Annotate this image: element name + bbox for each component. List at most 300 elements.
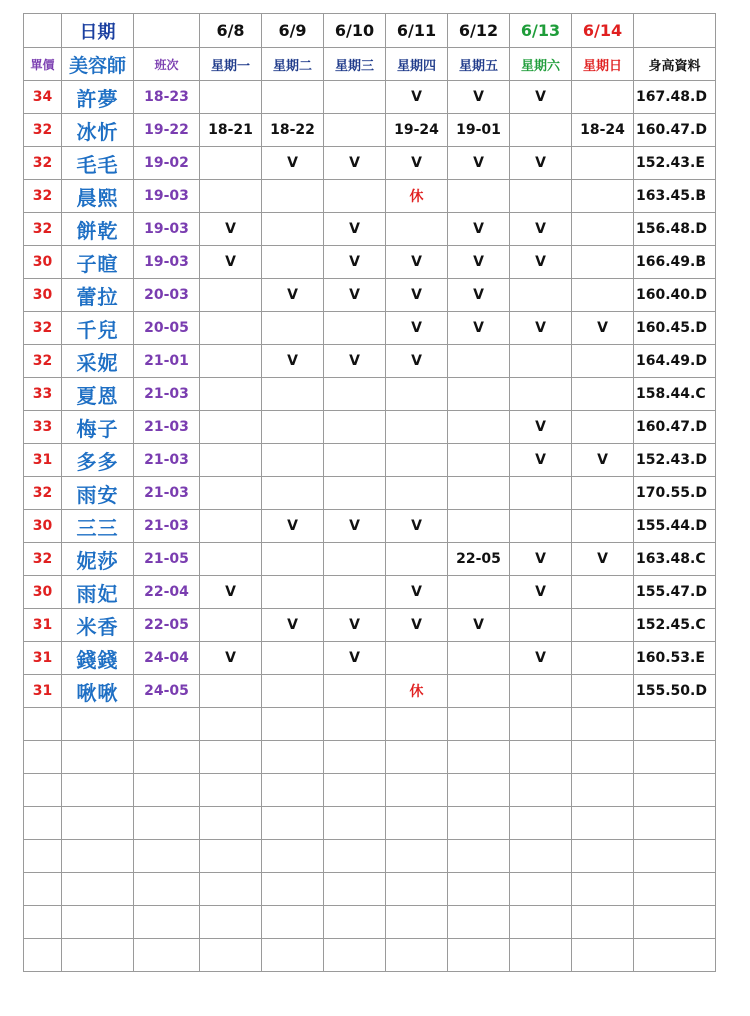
day-cell	[386, 411, 448, 444]
day-cell	[448, 510, 510, 543]
day-cell: 18-24	[572, 114, 634, 147]
day-cell	[324, 81, 386, 114]
shift-cell: 22-05	[134, 609, 200, 642]
price-cell: 32	[24, 345, 62, 378]
weekday-wed: 星期三	[324, 48, 386, 81]
price-cell: 32	[24, 543, 62, 576]
empty-cell	[572, 807, 634, 840]
shift-header: 班次	[134, 48, 200, 81]
price-cell: 31	[24, 609, 62, 642]
empty-cell	[572, 840, 634, 873]
day-cell: V	[510, 246, 572, 279]
empty-cell	[200, 906, 262, 939]
empty-cell	[634, 774, 716, 807]
stylist-name-cell: 餅乾	[62, 213, 134, 246]
day-cell	[200, 411, 262, 444]
empty-cell	[24, 741, 62, 774]
table-row	[24, 543, 716, 576]
shift-cell: 19-02	[134, 147, 200, 180]
day-cell	[200, 477, 262, 510]
empty-cell	[510, 939, 572, 972]
shift-cell: 19-03	[134, 213, 200, 246]
empty-cell	[448, 873, 510, 906]
blank-header-cell	[134, 14, 200, 48]
height-cell: 163.48.C	[634, 543, 716, 576]
day-cell: V	[510, 213, 572, 246]
day-cell: V	[262, 345, 324, 378]
empty-cell	[134, 741, 200, 774]
date-fri: 6/12	[448, 14, 510, 48]
day-cell: V	[200, 576, 262, 609]
day-cell	[200, 81, 262, 114]
day-cell: V	[386, 609, 448, 642]
day-cell	[572, 378, 634, 411]
empty-cell	[324, 939, 386, 972]
table-row	[24, 477, 716, 510]
empty-cell	[24, 807, 62, 840]
date-sat: 6/13	[510, 14, 572, 48]
empty-cell	[134, 708, 200, 741]
day-cell	[262, 543, 324, 576]
day-cell	[572, 81, 634, 114]
shift-cell: 24-04	[134, 642, 200, 675]
day-cell	[200, 543, 262, 576]
height-cell: 160.47.D	[634, 411, 716, 444]
height-cell: 160.47.D	[634, 114, 716, 147]
price-cell: 34	[24, 81, 62, 114]
day-cell: V	[386, 279, 448, 312]
day-cell	[572, 477, 634, 510]
day-cell	[510, 609, 572, 642]
weekday-fri: 星期五	[448, 48, 510, 81]
empty-cell	[262, 708, 324, 741]
day-cell: V	[572, 312, 634, 345]
day-cell	[386, 642, 448, 675]
empty-cell	[510, 807, 572, 840]
day-cell: V	[324, 345, 386, 378]
day-cell: V	[324, 213, 386, 246]
empty-cell	[324, 906, 386, 939]
weekday-thu: 星期四	[386, 48, 448, 81]
day-cell	[448, 411, 510, 444]
day-cell: 19-01	[448, 114, 510, 147]
empty-row	[24, 741, 716, 774]
day-cell	[572, 147, 634, 180]
weekday-sun: 星期日	[572, 48, 634, 81]
empty-cell	[24, 906, 62, 939]
empty-cell	[386, 873, 448, 906]
empty-cell	[262, 873, 324, 906]
day-cell	[200, 279, 262, 312]
table-row	[24, 81, 716, 114]
date-sun: 6/14	[572, 14, 634, 48]
height-cell: 155.47.D	[634, 576, 716, 609]
empty-cell	[448, 807, 510, 840]
empty-cell	[324, 774, 386, 807]
empty-row	[24, 873, 716, 906]
height-cell: 160.45.D	[634, 312, 716, 345]
day-cell: V	[386, 246, 448, 279]
height-cell: 155.50.D	[634, 675, 716, 708]
empty-row	[24, 708, 716, 741]
day-cell	[262, 576, 324, 609]
shift-cell: 21-03	[134, 444, 200, 477]
day-cell	[572, 510, 634, 543]
day-cell	[262, 642, 324, 675]
day-cell	[510, 510, 572, 543]
empty-cell	[24, 873, 62, 906]
height-cell: 158.44.C	[634, 378, 716, 411]
empty-cell	[24, 939, 62, 972]
shift-cell: 22-04	[134, 576, 200, 609]
price-cell: 31	[24, 642, 62, 675]
table-row	[24, 510, 716, 543]
empty-cell	[134, 840, 200, 873]
empty-cell	[262, 906, 324, 939]
empty-cell	[62, 873, 134, 906]
day-cell: V	[324, 642, 386, 675]
price-cell: 32	[24, 180, 62, 213]
stylist-name-cell: 梅子	[62, 411, 134, 444]
day-cell	[448, 477, 510, 510]
table-row	[24, 444, 716, 477]
empty-cell	[324, 741, 386, 774]
empty-cell	[324, 873, 386, 906]
shift-cell: 21-03	[134, 477, 200, 510]
empty-cell	[262, 939, 324, 972]
stylist-name-cell: 采妮	[62, 345, 134, 378]
day-cell	[262, 312, 324, 345]
day-cell	[262, 180, 324, 213]
day-cell	[572, 642, 634, 675]
table-row	[24, 180, 716, 213]
day-cell: 19-24	[386, 114, 448, 147]
height-cell: 152.43.E	[634, 147, 716, 180]
day-cell	[200, 345, 262, 378]
empty-cell	[510, 906, 572, 939]
day-cell: V	[324, 510, 386, 543]
date-label: 日期	[62, 14, 134, 48]
empty-cell	[386, 906, 448, 939]
schedule-table	[23, 13, 716, 972]
day-cell	[572, 411, 634, 444]
empty-cell	[200, 873, 262, 906]
day-cell	[572, 609, 634, 642]
empty-row	[24, 840, 716, 873]
empty-cell	[200, 807, 262, 840]
empty-cell	[634, 873, 716, 906]
day-cell: V	[510, 444, 572, 477]
price-cell: 32	[24, 114, 62, 147]
empty-cell	[448, 741, 510, 774]
empty-cell	[134, 774, 200, 807]
day-cell: V	[572, 543, 634, 576]
day-cell: 休	[386, 675, 448, 708]
shift-cell: 19-03	[134, 180, 200, 213]
empty-cell	[262, 741, 324, 774]
day-cell: 18-21	[200, 114, 262, 147]
empty-cell	[134, 906, 200, 939]
day-cell	[386, 378, 448, 411]
day-cell	[510, 114, 572, 147]
price-cell: 30	[24, 576, 62, 609]
price-cell: 32	[24, 312, 62, 345]
empty-cell	[386, 939, 448, 972]
shift-cell: 21-03	[134, 378, 200, 411]
height-cell: 160.40.D	[634, 279, 716, 312]
day-cell	[200, 180, 262, 213]
day-cell: V	[386, 81, 448, 114]
table-row	[24, 147, 716, 180]
empty-cell	[448, 906, 510, 939]
height-cell: 152.43.D	[634, 444, 716, 477]
empty-row	[24, 807, 716, 840]
day-cell	[572, 279, 634, 312]
stylist-name-cell: 許夢	[62, 81, 134, 114]
empty-cell	[62, 807, 134, 840]
shift-cell: 21-05	[134, 543, 200, 576]
day-cell	[510, 345, 572, 378]
day-cell	[572, 213, 634, 246]
shift-cell: 21-01	[134, 345, 200, 378]
day-cell	[262, 675, 324, 708]
day-cell	[200, 312, 262, 345]
day-cell	[324, 378, 386, 411]
shift-cell: 21-03	[134, 411, 200, 444]
table-row	[24, 411, 716, 444]
day-cell	[510, 378, 572, 411]
date-tue: 6/9	[262, 14, 324, 48]
price-cell: 32	[24, 147, 62, 180]
empty-cell	[386, 774, 448, 807]
height-cell: 155.44.D	[634, 510, 716, 543]
day-cell: V	[510, 312, 572, 345]
label-header-row	[24, 48, 716, 81]
date-mon: 6/8	[200, 14, 262, 48]
day-cell: 休	[386, 180, 448, 213]
height-cell: 170.55.D	[634, 477, 716, 510]
empty-cell	[572, 708, 634, 741]
day-cell	[324, 543, 386, 576]
blank-header-cell	[634, 14, 716, 48]
day-cell	[510, 180, 572, 213]
table-row	[24, 114, 716, 147]
day-cell	[262, 246, 324, 279]
day-cell: V	[448, 213, 510, 246]
empty-cell	[510, 774, 572, 807]
day-cell	[324, 444, 386, 477]
day-cell	[510, 279, 572, 312]
day-cell	[262, 477, 324, 510]
empty-cell	[634, 906, 716, 939]
empty-cell	[200, 774, 262, 807]
stylist-name-cell: 夏恩	[62, 378, 134, 411]
empty-cell	[62, 939, 134, 972]
stylist-name-cell: 雨妃	[62, 576, 134, 609]
table-row	[24, 378, 716, 411]
date-header-row	[24, 14, 716, 48]
empty-cell	[572, 873, 634, 906]
day-cell	[324, 411, 386, 444]
stylist-name-cell: 冰忻	[62, 114, 134, 147]
day-cell: V	[200, 642, 262, 675]
empty-cell	[634, 939, 716, 972]
day-cell: V	[324, 147, 386, 180]
empty-row	[24, 939, 716, 972]
empty-cell	[634, 807, 716, 840]
empty-cell	[572, 741, 634, 774]
day-cell: V	[262, 147, 324, 180]
empty-cell	[62, 840, 134, 873]
day-cell	[448, 345, 510, 378]
height-header: 身高資料	[634, 48, 716, 81]
day-cell: V	[448, 312, 510, 345]
empty-cell	[262, 807, 324, 840]
day-cell: V	[262, 279, 324, 312]
day-cell	[448, 180, 510, 213]
empty-cell	[448, 708, 510, 741]
day-cell	[448, 642, 510, 675]
stylist-name-cell: 錢錢	[62, 642, 134, 675]
empty-row	[24, 774, 716, 807]
empty-cell	[62, 708, 134, 741]
stylist-name-cell: 晨熙	[62, 180, 134, 213]
day-cell	[324, 180, 386, 213]
day-cell: V	[386, 510, 448, 543]
day-cell: V	[386, 147, 448, 180]
day-cell: V	[386, 312, 448, 345]
day-cell	[324, 114, 386, 147]
height-cell: 167.48.D	[634, 81, 716, 114]
day-cell: V	[448, 609, 510, 642]
empty-cell	[200, 840, 262, 873]
day-cell: V	[262, 510, 324, 543]
empty-cell	[24, 840, 62, 873]
empty-cell	[262, 774, 324, 807]
empty-cell	[634, 741, 716, 774]
stylist-name-cell: 三三	[62, 510, 134, 543]
empty-cell	[448, 939, 510, 972]
stylist-header: 美容師	[62, 48, 134, 81]
empty-cell	[510, 840, 572, 873]
date-thu: 6/11	[386, 14, 448, 48]
day-cell	[448, 378, 510, 411]
empty-cell	[572, 939, 634, 972]
table-row	[24, 213, 716, 246]
price-cell: 32	[24, 213, 62, 246]
weekday-mon: 星期一	[200, 48, 262, 81]
stylist-name-cell: 啾啾	[62, 675, 134, 708]
day-cell	[324, 312, 386, 345]
price-cell: 30	[24, 246, 62, 279]
day-cell: V	[510, 147, 572, 180]
day-cell: V	[324, 246, 386, 279]
empty-cell	[324, 807, 386, 840]
stylist-name-cell: 妮莎	[62, 543, 134, 576]
shift-cell: 18-23	[134, 81, 200, 114]
empty-cell	[134, 807, 200, 840]
day-cell	[572, 576, 634, 609]
table-row	[24, 576, 716, 609]
height-cell: 152.45.C	[634, 609, 716, 642]
empty-cell	[324, 708, 386, 741]
table-row	[24, 246, 716, 279]
price-cell: 30	[24, 510, 62, 543]
empty-cell	[448, 840, 510, 873]
day-cell: V	[510, 81, 572, 114]
day-cell	[448, 444, 510, 477]
empty-cell	[200, 939, 262, 972]
empty-cell	[62, 906, 134, 939]
day-cell	[386, 477, 448, 510]
empty-cell	[200, 741, 262, 774]
empty-cell	[572, 906, 634, 939]
day-cell: V	[448, 81, 510, 114]
empty-cell	[62, 774, 134, 807]
day-cell	[200, 444, 262, 477]
table-row	[24, 609, 716, 642]
shift-cell: 20-05	[134, 312, 200, 345]
empty-cell	[386, 840, 448, 873]
day-cell	[386, 444, 448, 477]
empty-cell	[200, 708, 262, 741]
stylist-name-cell: 蕾拉	[62, 279, 134, 312]
empty-cell	[134, 873, 200, 906]
day-cell	[200, 510, 262, 543]
weekday-sat: 星期六	[510, 48, 572, 81]
day-cell: 18-22	[262, 114, 324, 147]
empty-cell	[448, 774, 510, 807]
table-row	[24, 312, 716, 345]
day-cell	[200, 609, 262, 642]
day-cell: V	[448, 279, 510, 312]
price-cell: 31	[24, 675, 62, 708]
day-cell: V	[572, 444, 634, 477]
day-cell: V	[386, 345, 448, 378]
empty-cell	[510, 741, 572, 774]
empty-cell	[572, 774, 634, 807]
empty-cell	[634, 840, 716, 873]
price-cell: 30	[24, 279, 62, 312]
empty-cell	[510, 708, 572, 741]
day-cell	[572, 246, 634, 279]
height-cell: 160.53.E	[634, 642, 716, 675]
height-cell: 164.49.D	[634, 345, 716, 378]
empty-cell	[634, 708, 716, 741]
corner-cell	[24, 14, 62, 48]
day-cell: V	[324, 609, 386, 642]
table-row	[24, 345, 716, 378]
price-header: 單價	[24, 48, 62, 81]
empty-cell	[386, 807, 448, 840]
stylist-name-cell: 子暄	[62, 246, 134, 279]
empty-row	[24, 906, 716, 939]
day-cell	[200, 378, 262, 411]
day-cell	[262, 411, 324, 444]
stylist-name-cell: 米香	[62, 609, 134, 642]
table-row	[24, 279, 716, 312]
table-row	[24, 675, 716, 708]
day-cell: V	[510, 642, 572, 675]
weekday-tue: 星期二	[262, 48, 324, 81]
price-cell: 33	[24, 411, 62, 444]
stylist-name-cell: 千兒	[62, 312, 134, 345]
price-cell: 31	[24, 444, 62, 477]
day-cell: V	[200, 213, 262, 246]
day-cell: V	[262, 609, 324, 642]
day-cell	[262, 444, 324, 477]
day-cell	[510, 675, 572, 708]
